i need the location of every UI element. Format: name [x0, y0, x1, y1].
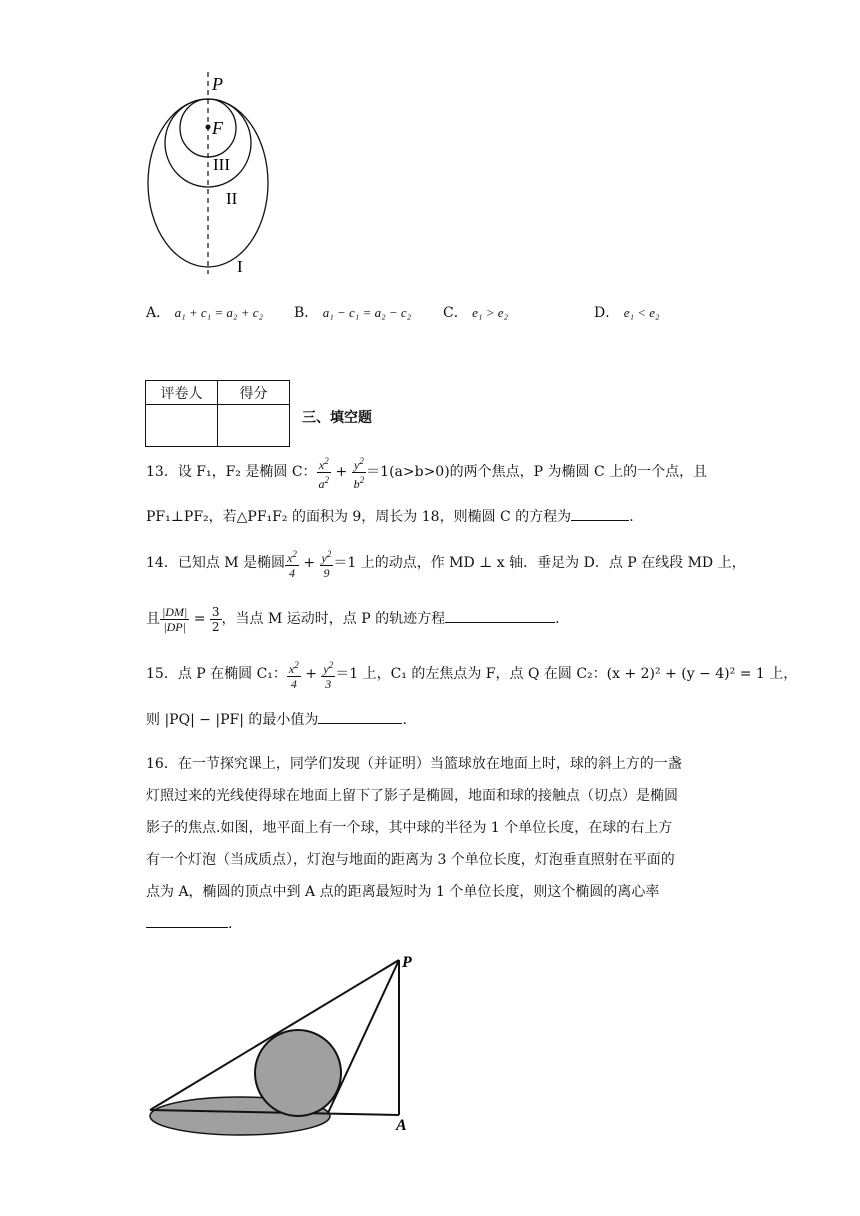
q16-line: 16．在一节探究课上，同学们发现（并证明）当篮球放在地面上时，球的斜上方的一盏 — [146, 756, 682, 772]
question-15-line1: 15．点 P 在椭圆 C₁： $\frac{x^2}{4}$ + $\frac{y^2}{3}$ ＝1 上，C₁ 的左焦点为 F，点 Q 在圆 C₂：(x + 2)² + (y − 4)² = 1 上， — [146, 659, 798, 691]
q16-line: 有一个灯泡（当成质点），灯泡与地面的距离为 3 个单位长度，灯泡垂直照射在平面的 — [146, 852, 675, 868]
reviewer-cell[interactable] — [146, 405, 218, 447]
option-expr: a₁ + c₁ = a₂ + c₂ — [174, 305, 264, 320]
fraction-x2-a2: $\frac{x^2}{a^2}$ — [318, 455, 330, 491]
section-title: 三、填空题 — [302, 410, 372, 426]
score-header-score: 得分 — [218, 381, 290, 405]
question-16 — [146, 748, 726, 940]
label-III: III — [213, 155, 230, 174]
question-13-line1: 13．设 F₁，F₂ 是椭圆 C： $\frac{x^2}{a^2}$ + $\frac{y^2}{b^2}$ ＝1(a>b>0)的两个焦点，P 为椭圆 C 上的一个点，且 — [146, 455, 708, 491]
fraction-dm-dp: $\frac{|DM|}{|DP|}$ — [162, 604, 188, 634]
fraction-3-2: $\frac{3}{2}$ — [211, 604, 220, 634]
orbit-figure — [140, 64, 280, 284]
label-P: P — [402, 954, 412, 971]
q16-line: 点为 A，椭圆的顶点中到 A 点的距离最短时为 1 个单位长度，则这个椭圆的离心率 — [146, 884, 660, 900]
ball — [255, 1030, 341, 1116]
q16-answer-line — [146, 908, 726, 940]
label-I: I — [237, 257, 243, 276]
question-14-line1: 14．已知点 M 是椭圆 $\frac{x^2}{4}$ + $\frac{y^2}{9}$ ＝1 上的动点，作 MD ⊥ x 轴．垂足为 D．点 P 在线段 MD 上， — [146, 548, 746, 580]
q14-text: ＝1 上的动点，作 MD ⊥ x 轴．垂足为 D．点 P 在线段 MD 上， — [333, 555, 746, 571]
fraction-x2-4: $\frac{x^2}{4}$ — [288, 659, 299, 691]
q14-text: 且 — [146, 611, 160, 627]
option-a — [146, 303, 263, 323]
answer-blank-13[interactable] — [571, 520, 629, 521]
q15-text: 则 |PQ| − |PF| 的最小值为 — [146, 712, 319, 728]
q15-text: 15．点 P 在椭圆 C₁： — [146, 666, 287, 682]
option-c — [443, 303, 508, 323]
question-13-line2 — [146, 507, 634, 527]
answer-blank-15[interactable] — [318, 723, 402, 724]
answer-blank-14[interactable] — [445, 622, 555, 623]
label-A: A — [396, 1117, 407, 1134]
fraction-y2-b2: $\frac{y^2}{b^2}$ — [353, 455, 365, 491]
light-ray-lower — [328, 960, 399, 1113]
option-d — [594, 303, 660, 323]
score-header-reviewer: 评卷人 — [146, 381, 218, 405]
q13-text: PF₁⊥PF₂，若△PF₁F₂ 的面积为 9，周长为 18，则椭圆 C 的方程为 — [146, 509, 572, 525]
option-expr: a₁ − c₁ = a₂ − c₂ — [322, 305, 412, 320]
option-letter: D． — [594, 305, 620, 321]
fraction-x2-4: $\frac{x^2}{4}$ — [287, 548, 297, 580]
q16-line: 影子的焦点.如图，地平面上有一个球，其中球的半径为 1 个单位长度，在球的右上方 — [146, 820, 673, 836]
option-expr: e₁ > e₂ — [472, 305, 509, 320]
option-expr: e₁ < e₂ — [623, 305, 660, 320]
fraction-y2-3: $\frac{y^2}{3}$ — [323, 659, 334, 691]
q14-text: ，当点 M 运动时，点 P 的轨迹方程 — [221, 611, 446, 627]
option-b — [294, 303, 411, 323]
q14-text: 14．已知点 M 是椭圆 — [146, 555, 286, 571]
ball-shadow-figure — [140, 948, 430, 1148]
focus-point-F — [206, 125, 211, 130]
q16-line: 灯照过来的光线使得球在地面上留下了影子是椭圆，地面和球的接触点（切点）是椭圆 — [146, 788, 678, 804]
option-letter: C． — [443, 305, 468, 321]
score-table — [145, 380, 290, 447]
label-F: F — [212, 118, 223, 138]
option-letter: A． — [146, 305, 171, 321]
score-cell[interactable] — [218, 405, 290, 447]
answer-blank-16[interactable] — [146, 927, 228, 928]
q13-end: . — [629, 509, 634, 525]
q13-text: 13．设 F₁，F₂ 是椭圆 C： — [146, 464, 317, 480]
q15-text: ＝1 上，C₁ 的左焦点为 F，点 Q 在圆 C₂：(x + 2)² + (y − 4)² = 1 上， — [335, 666, 798, 682]
label-P: P — [212, 74, 223, 94]
q14-end: . — [555, 611, 560, 627]
q15-end: . — [402, 712, 407, 728]
label-II: II — [226, 189, 238, 208]
question-14-line2: 且 $\frac{|DM|}{|DP|}$ = $\frac{3}{2}$ ，当点 M 运动时，点 P 的轨迹方程 . — [146, 604, 560, 634]
q13-text: ＝1(a>b>0)的两个焦点，P 为椭圆 C 上的一个点，且 — [366, 464, 708, 480]
question-15-line2 — [146, 710, 407, 730]
fraction-y2-9: $\frac{y^2}{9}$ — [321, 548, 332, 580]
q16-end: . — [228, 916, 233, 932]
option-letter: B． — [294, 305, 319, 321]
